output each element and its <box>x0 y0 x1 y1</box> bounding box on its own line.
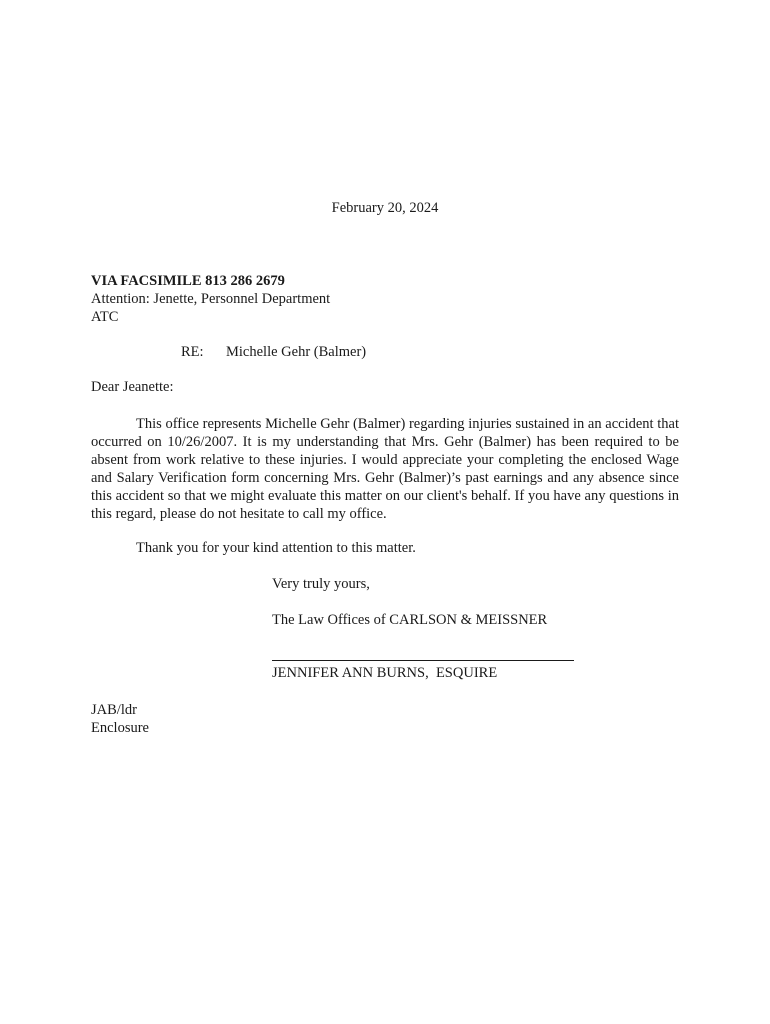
fax-number: VIA FACSIMILE 813 286 2679 <box>91 273 285 289</box>
re-label: RE: <box>181 344 204 360</box>
thanks-paragraph: Thank you for your kind attention to this matter. <box>136 540 416 556</box>
recipient-block <box>91 272 330 326</box>
footer-block <box>91 701 149 737</box>
body-paragraph: This office represents Michelle Gehr (Balmer) regarding injuries sustained in an accident that occurred on 10/26/2007. It is my understanding that Mrs. Gehr (Balmer) has been required to be absent from work relative to these injuries. I would appreciate your completing the enclosed Wage and Salary Verification form concerning Mrs. Gehr (Balmer)’s past earnings and any absence since this accident so that we might evaluate this matter on our client's behalf. If you have any questions in this regard, please do not hesitate to call my office. <box>91 416 679 522</box>
salutation: Dear Jeanette: <box>91 379 174 395</box>
attention-line: Attention: Jenette, Personnel Department <box>91 291 331 307</box>
re-line <box>181 344 366 361</box>
closing: Very truly yours, <box>272 576 370 592</box>
letter-date: February 20, 2024 <box>331 200 439 216</box>
enclosure-note: Enclosure <box>91 720 149 736</box>
re-subject: Michelle Gehr (Balmer) <box>226 344 367 360</box>
signer-name: JENNIFER ANN BURNS, ESQUIRE <box>272 665 498 681</box>
initials: JAB/ldr <box>91 702 137 718</box>
signature-line <box>272 660 574 661</box>
firm-name: The Law Offices of CARLSON & MEISSNER <box>272 612 548 628</box>
company-name: ATC <box>91 309 119 325</box>
